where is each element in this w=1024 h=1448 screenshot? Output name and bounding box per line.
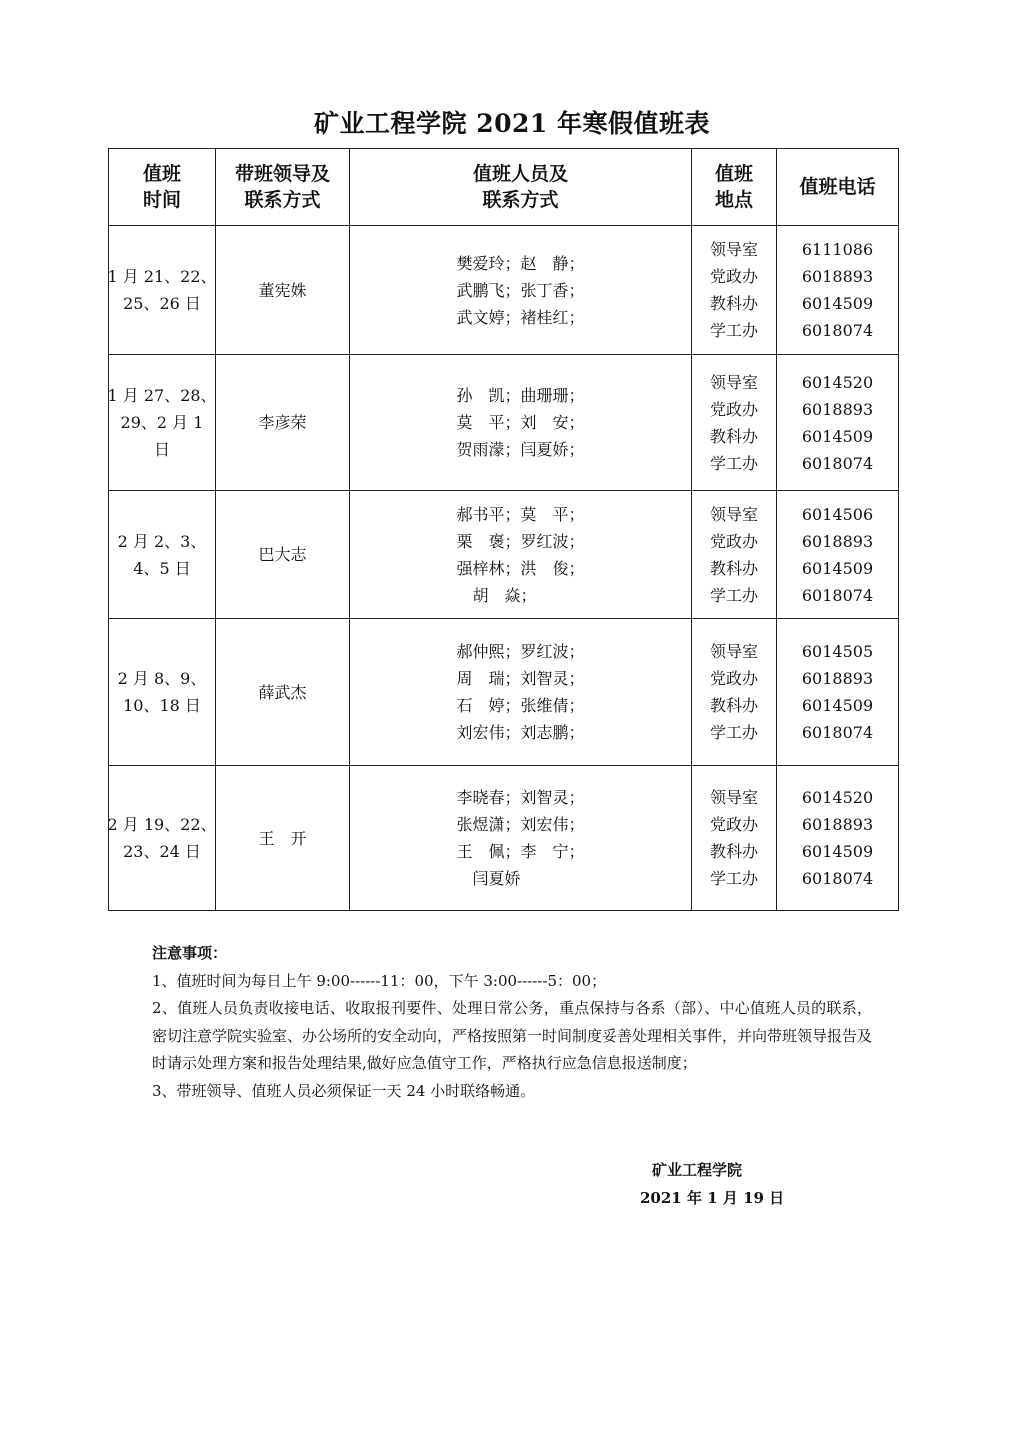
cell-staff: 郝仲熙；罗红波； 周 瑞；刘智灵； 石 婷；张维倩； 刘宏伟；刘志鹏； (350, 619, 692, 766)
header-time: 值班 时间 (109, 149, 216, 226)
cell-time: 2 月 8、9、 10、18 日 (109, 619, 216, 766)
duty-table (108, 148, 899, 911)
cell-time: 2 月 2、3、 4、5 日 (109, 491, 216, 619)
cell-leader: 董宪姝 (216, 226, 350, 355)
cell-location: 领导室 党政办 教科办 学工办 (692, 766, 777, 911)
cell-leader: 李彦荣 (216, 355, 350, 491)
cell-phone: 6014520 6018893 6014509 6018074 (777, 355, 899, 491)
table-row (109, 355, 899, 491)
cell-leader: 巴大志 (216, 491, 350, 619)
signature-date: 2021 年 1 月 19 日 (640, 1189, 785, 1207)
note-item: 2、值班人员负责收接电话、收取报刊要件、处理日常公务，重点保持与各系（部）、中心值班人员的联系，密切注意学院实验室、办公场所的安全动向，严格按照第一时间制度妥善处理相关事件，并向带班领导报告及时请示处理方案和报告处理结果,做好应急值守工作，严格执行应急信息报送制度； (152, 999, 873, 1072)
table-row (109, 619, 899, 766)
header-leader: 带班领导及 联系方式 (216, 149, 350, 226)
cell-time: 1 月 21、22、 25、26 日 (109, 226, 216, 355)
cell-staff: 樊爱玲；赵 静； 武鹏飞；张丁香； 武文婷；褚桂红； (350, 226, 692, 355)
cell-leader: 薛武杰 (216, 619, 350, 766)
cell-phone: 6014506 6018893 6014509 6018074 (777, 491, 899, 619)
notes-section (152, 940, 872, 1105)
table-header-row (109, 149, 899, 226)
cell-phone: 6014520 6018893 6014509 6018074 (777, 766, 899, 911)
signature-org: 矿业工程学院 (652, 1161, 743, 1179)
cell-location: 领导室 党政办 教科办 学工办 (692, 355, 777, 491)
cell-phone: 6111086 6018893 6014509 6018074 (777, 226, 899, 355)
cell-phone: 6014505 6018893 6014509 6018074 (777, 619, 899, 766)
cell-staff: 李晓春；刘智灵； 张煜潇；刘宏伟； 王 佩；李 宁； 闫夏娇 (350, 766, 692, 911)
cell-location: 领导室 党政办 教科办 学工办 (692, 226, 777, 355)
cell-staff: 孙 凯；曲珊珊； 莫 平；刘 安； 贺雨濛；闫夏娇； (350, 355, 692, 491)
note-item: 1、值班时间为每日上午 9:00------11：00，下午 3:00------5：00； (152, 971, 607, 990)
cell-leader: 王 开 (216, 766, 350, 911)
header-staff: 值班人员及 联系方式 (350, 149, 692, 226)
cell-time: 1 月 27、28、 29、2 月 1 日 (109, 355, 216, 491)
table-row (109, 766, 899, 911)
cell-location: 领导室 党政办 教科办 学工办 (692, 619, 777, 766)
note-item: 3、带班领导、值班人员必须保证一天 24 小时联络畅通。 (152, 1081, 536, 1100)
header-location: 值班 地点 (692, 149, 777, 226)
cell-time: 2 月 19、22、 23、24 日 (109, 766, 216, 911)
cell-location: 领导室 党政办 教科办 学工办 (692, 491, 777, 619)
cell-staff: 郝书平；莫 平； 栗 褒；罗红波； 强梓林；洪 俊； 胡 焱； (350, 491, 692, 619)
table-row (109, 491, 899, 619)
notes-heading: 注意事项： (152, 944, 228, 962)
signature-block (600, 1156, 840, 1212)
table-row (109, 226, 899, 355)
header-phone: 值班电话 (777, 149, 899, 226)
page-title: 矿业工程学院 2021 年寒假值班表 (314, 109, 710, 138)
